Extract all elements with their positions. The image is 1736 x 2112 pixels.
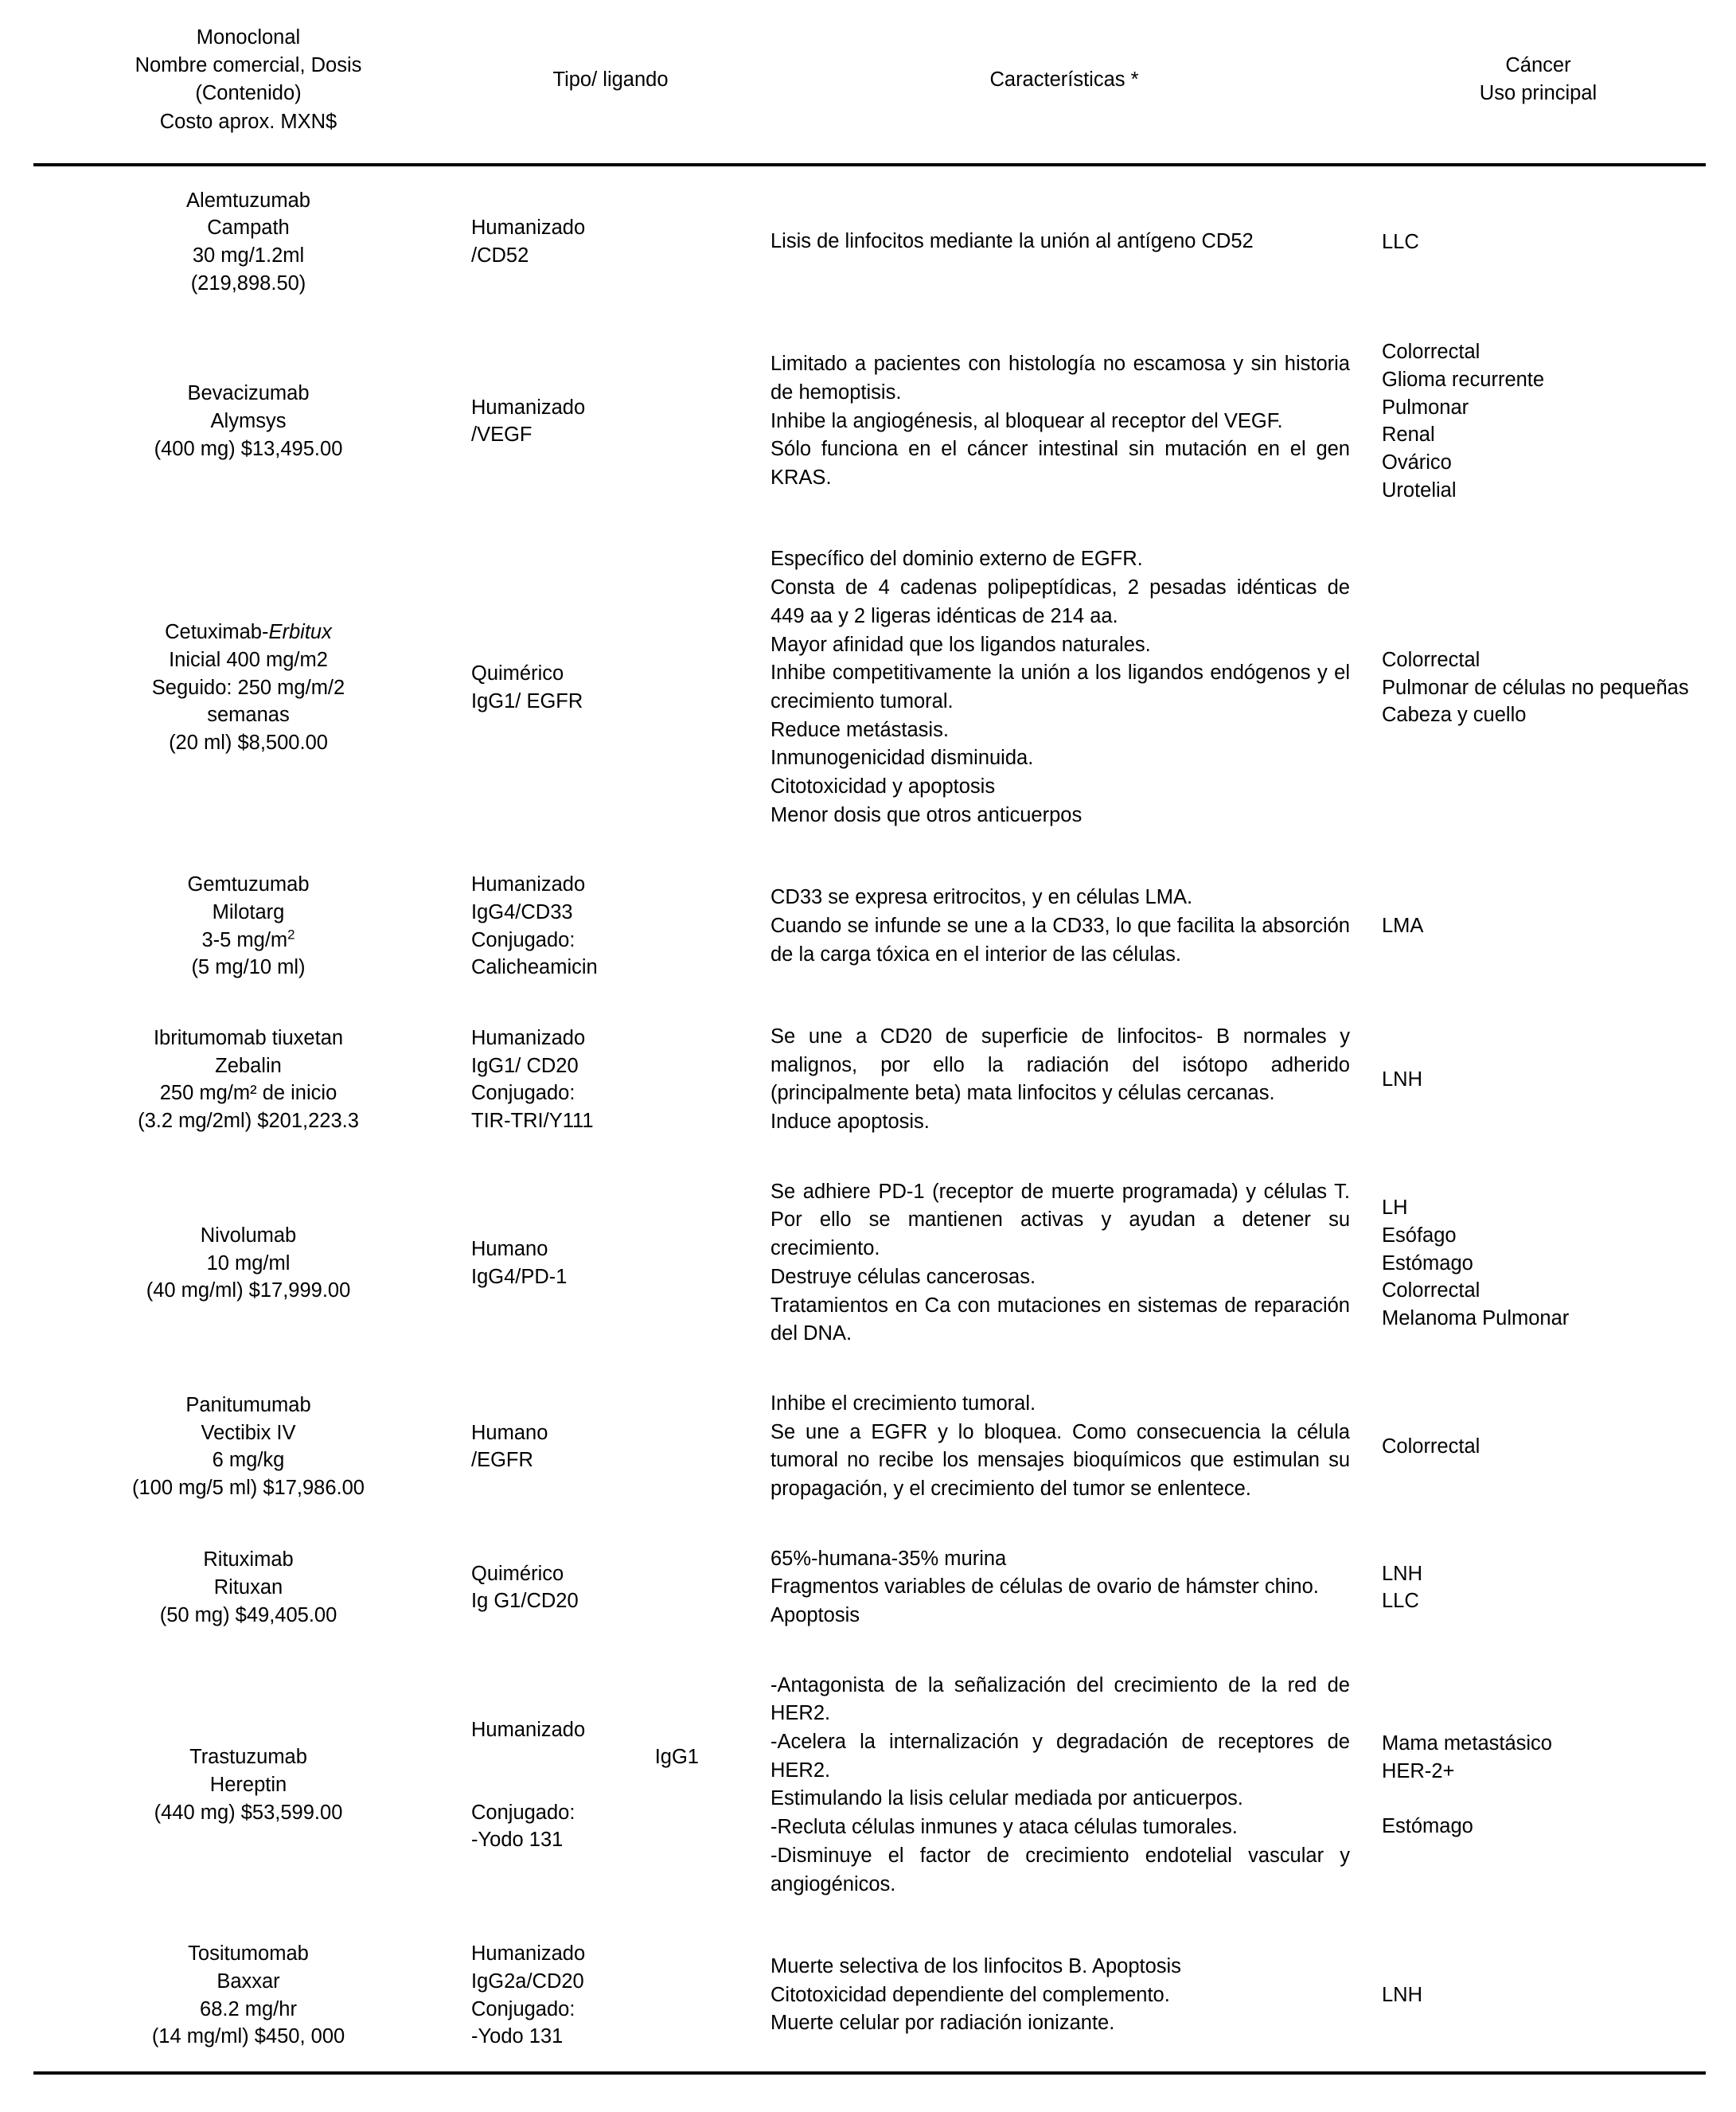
characteristic-item: Consta de 4 cadenas polipeptídicas, 2 pesadas idénticas de 449 aa y 2 ligeras idénticas de 214 aa.: [770, 576, 1350, 627]
cell-cancer-uso: [1371, 1651, 1706, 1920]
characteristic-item: CD33 se expresa eritrocitos, y en células LMA.: [770, 886, 1193, 909]
characteristic-item: Cuando se infunde se une a la CD33, lo que facilita la absorción de la carga tóxica en el interior de las células.: [770, 914, 1350, 966]
characteristic-item: Específico del dominio externo de EGFR.: [770, 548, 1143, 571]
cell-monoclonal: [33, 1002, 463, 1158]
cancer-line: Cabeza y cuello: [1382, 704, 1527, 727]
characteristic-item: Tratamientos en Ca con mutaciones en sistemas de reparación del DNA.: [770, 1294, 1350, 1345]
tipo-line: Ig G1/CD20: [471, 1590, 579, 1613]
characteristic-item: Menor dosis que otros anticuerpos: [770, 803, 1083, 826]
header-line: Uso principal: [1479, 82, 1598, 105]
tipo-line: Humanizado: [471, 217, 586, 240]
dose: 68.2 mg/hr: [200, 1997, 297, 2020]
cell-cancer-uso: [1371, 1524, 1706, 1651]
dose-followup: Seguido: 250 mg/m/2: [151, 676, 345, 699]
cancer-line: Glioma recurrente: [1382, 369, 1545, 392]
characteristic-item: Limitado a pacientes con histología no escamosa y sin historia de hemoptisis.: [770, 353, 1350, 404]
drug-name: Rituximab: [203, 1548, 294, 1571]
cost: (3.2 mg/2ml) $201,223.3: [138, 1110, 359, 1133]
brand-name: Baxxar: [217, 1970, 280, 1993]
cancer-line: Pulmonar: [1382, 396, 1469, 419]
dose-period: semanas: [207, 704, 290, 727]
tipo-line: -Yodo 131: [471, 2025, 564, 2048]
cell-cancer-uso: [1371, 1002, 1706, 1158]
tipo-line: IgG1: [654, 1746, 699, 1769]
characteristic-item: Se adhiere PD-1 (receptor de muerte programada) y células T. Por ello se mantienen activas y ayudan a detener su crecimiento.: [770, 1180, 1350, 1260]
cost: (20 ml) $8,500.00: [169, 731, 328, 754]
cancer-line: Estómago: [1382, 1251, 1473, 1275]
drug-name: Trastuzumab: [189, 1746, 307, 1769]
tipo-line: Calicheamicin: [471, 956, 598, 979]
cancer-line: Urotelial: [1382, 478, 1457, 502]
cost: (440 mg) $53,599.00: [154, 1801, 343, 1824]
characteristic-item: Muerte selectiva de los linfocitos B. Apoptosis: [770, 1955, 1181, 1978]
monoclonal-antibodies-table: [33, 0, 1706, 2075]
cancer-line: Colorrectal: [1382, 341, 1480, 364]
characteristic-item: Se une a CD20 de superficie de linfocitos- B normales y malignos, por ello la radiación del isótopo adherido (principalmente beta) mata linfocitos y células cercanas.: [770, 1025, 1350, 1105]
brand-name-italic: Erbitux: [268, 621, 332, 644]
cell-monoclonal: [33, 1158, 463, 1369]
cell-monoclonal: [33, 1651, 463, 1920]
tipo-blank-line: [471, 1771, 750, 1799]
tipo-line: Humanizado: [471, 873, 586, 896]
characteristic-item: Inmunogenicidad disminuida.: [770, 747, 1034, 770]
characteristic-item: -Acelera la internalización y degradación de receptores de HER2.: [770, 1731, 1350, 1782]
cell-tipo-ligando: [463, 318, 758, 525]
drug-name: Nivolumab: [200, 1224, 297, 1247]
tipo-line: Humanizado: [471, 1027, 586, 1050]
cell-tipo-ligando: [463, 525, 758, 850]
characteristic-item: Citotoxicidad dependiente del complemento.: [770, 1983, 1170, 2006]
brand-name: Milotarg: [212, 901, 285, 924]
brand-name: Hereptin: [209, 1774, 287, 1797]
drug-name: Alemtuzumab: [186, 189, 310, 212]
drug-name: Tositumomab: [188, 1942, 309, 1966]
characteristic-item: Inhibe competitivamente la unión a los ligandos endógenos y el crecimiento tumoral.: [770, 662, 1350, 712]
cancer-line: Melanoma Pulmonar: [1382, 1306, 1570, 1329]
cancer-line: Mama metastásico: [1382, 1732, 1552, 1755]
cancer-line: LMA: [1382, 915, 1424, 938]
tipo-line: IgG4/CD33: [471, 901, 573, 924]
cell-cancer-uso: [1371, 165, 1706, 318]
cancer-line: LH: [1382, 1197, 1408, 1220]
cell-cancer-uso: [1371, 525, 1706, 850]
header-line: Cáncer: [1505, 54, 1571, 77]
cancer-line: Pulmonar de células no pequeñas: [1382, 676, 1689, 699]
table-header-row: [33, 0, 1706, 165]
cell-monoclonal: [33, 1524, 463, 1651]
table-body: [33, 165, 1706, 2073]
header-line: Costo aprox. MXN$: [159, 110, 337, 133]
content: (5 mg/10 ml): [191, 956, 306, 979]
characteristic-item: Inhibe la angiogénesis, al bloquear al receptor del VEGF.: [770, 409, 1283, 432]
table-row: [33, 1919, 1706, 2073]
brand-name: Campath: [207, 217, 290, 240]
cancer-line: LNH: [1382, 1562, 1423, 1585]
table-row: [33, 1369, 1706, 1524]
characteristic-item: Lisis de linfocitos mediante la unión al antígeno CD52: [770, 230, 1254, 253]
cancer-line: LNH: [1382, 1068, 1423, 1091]
cost: (50 mg) $49,405.00: [159, 1603, 337, 1626]
cell-cancer-uso: [1371, 1158, 1706, 1369]
cell-monoclonal: [33, 1919, 463, 2073]
cell-monoclonal: [33, 525, 463, 850]
cancer-line: Ovárico: [1382, 451, 1452, 474]
cell-cancer-uso: [1371, 1919, 1706, 2073]
dose-initial: Inicial 400 mg/m2: [169, 648, 328, 671]
cost: (219,898.50): [190, 271, 306, 295]
cell-tipo-ligando: [463, 1369, 758, 1524]
characteristic-item: -Antagonista de la señalización del crecimiento de la red de HER2.: [770, 1673, 1350, 1725]
cost: (14 mg/ml) $450, 000: [151, 2025, 345, 2048]
table-row: [33, 1158, 1706, 1369]
cell-monoclonal: [33, 1369, 463, 1524]
tipo-line: TIR-TRI/Y111: [471, 1110, 594, 1133]
cancer-line: Esófago: [1382, 1224, 1457, 1247]
drug-name: Gemtuzumab: [187, 873, 310, 896]
tipo-line: Conjugado:: [471, 1801, 575, 1824]
tipo-line: IgG1/ EGFR: [471, 689, 583, 712]
dose: 3-5 $mg/m^2$: [201, 927, 295, 951]
tipo-line: Conjugado:: [471, 1997, 575, 2020]
tipo-line: Conjugado:: [471, 1082, 575, 1105]
cost: (40 mg/ml) $17,999.00: [146, 1279, 351, 1302]
cell-monoclonal: [33, 165, 463, 318]
cell-caracteristicas: [758, 1158, 1371, 1369]
tipo-line: /CD52: [471, 244, 529, 267]
cell-tipo-ligando: [463, 1919, 758, 2073]
tipo-line: /EGFR: [471, 1449, 533, 1472]
dose: 10 mg/ml: [206, 1251, 291, 1275]
brand-name: Rituxan: [213, 1575, 283, 1599]
header-line: Características *: [989, 68, 1139, 91]
cancer-line: LLC: [1382, 1590, 1419, 1613]
characteristic-item: Destruye células cancerosas.: [770, 1265, 1036, 1288]
cell-cancer-uso: [1371, 850, 1706, 1002]
cell-caracteristicas: [758, 1369, 1371, 1524]
cell-tipo-ligando: [463, 850, 758, 1002]
dose: 30 mg/1.2ml: [192, 244, 305, 267]
cell-caracteristicas: [758, 318, 1371, 525]
cell-caracteristicas: [758, 1919, 1371, 2073]
drug-name: Bevacizumab: [187, 382, 310, 405]
tipo-line: IgG4/PD-1: [471, 1265, 568, 1288]
cancer-line: Colorrectal: [1382, 1279, 1480, 1302]
table-row: [33, 850, 1706, 1002]
table-row: [33, 525, 1706, 850]
cancer-line: LLC: [1382, 230, 1419, 253]
cell-tipo-ligando: [463, 1158, 758, 1369]
characteristic-item: Apoptosis: [770, 1604, 860, 1627]
characteristic-item: Muerte celular por radiación ionizante.: [770, 2012, 1115, 2035]
cell-caracteristicas: [758, 1651, 1371, 1920]
cell-tipo-ligando: [463, 1002, 758, 1158]
characteristic-item: Induce apoptosis.: [770, 1111, 930, 1134]
cancer-line: Colorrectal: [1382, 648, 1480, 671]
tipo-line: Quimérico: [471, 662, 564, 685]
cell-monoclonal: [33, 850, 463, 1002]
cell-tipo-ligando: [463, 165, 758, 318]
characteristic-item: Estimulando la lisis celular mediada por anticuerpos.: [770, 1787, 1243, 1810]
column-header-monoclonal: [33, 0, 463, 165]
cell-tipo-ligando: [463, 1651, 758, 1920]
cancer-line: Renal: [1382, 424, 1435, 447]
cancer-line: Colorrectal: [1382, 1435, 1480, 1458]
cancer-line: Estómago: [1382, 1815, 1473, 1838]
header-line: Monoclonal: [196, 26, 301, 49]
table-row: [33, 1002, 1706, 1158]
brand-name: Alymsys: [210, 410, 287, 433]
column-header-tipo-ligando: [463, 0, 758, 165]
cell-caracteristicas: [758, 850, 1371, 1002]
tipo-line: Humano: [471, 1238, 548, 1261]
table-row: [33, 1524, 1706, 1651]
characteristic-item: Inhibe el crecimiento tumoral.: [770, 1392, 1036, 1415]
drug-name: Ibritumomab tiuxetan: [153, 1027, 344, 1050]
cancer-line: LNH: [1382, 1984, 1423, 2007]
characteristic-item: Sólo funciona en el cáncer intestinal sin mutación en el gen KRAS.: [770, 438, 1350, 489]
cell-caracteristicas: [758, 1524, 1371, 1651]
table-row: [33, 165, 1706, 318]
characteristic-item: Reduce metástasis.: [770, 718, 949, 741]
table-row: [33, 1651, 1706, 1920]
drug-name: Panitumumab: [185, 1393, 311, 1416]
characteristic-item: Fragmentos variables de células de ovario de hámster chino.: [770, 1575, 1319, 1599]
cancer-line: HER-2+: [1382, 1759, 1455, 1782]
tipo-line: -Yodo 131: [471, 1829, 564, 1852]
brand-name: Zebalin: [215, 1054, 282, 1077]
characteristic-item: Se une a EGFR y lo bloquea. Como consecuencia la célula tumoral no recibe los mensajes bioquímicos que estimulan su propagación, y el crecimiento del tumor se enlentece.: [770, 1420, 1350, 1500]
cancer-blank-line: [1382, 1785, 1698, 1813]
table-header: [33, 0, 1706, 165]
cell-caracteristicas: [758, 525, 1371, 850]
dose: 6 mg/kg: [212, 1449, 285, 1472]
cost: (100 mg/5 ml) $17,986.00: [131, 1476, 365, 1499]
characteristic-item: -Recluta células inmunes y ataca células tumorales.: [770, 1816, 1238, 1839]
column-header-cancer-uso: [1371, 0, 1706, 165]
tipo-line: Humano: [471, 1421, 548, 1444]
characteristic-item: Mayor afinidad que los ligandos naturales.: [770, 633, 1151, 656]
tipo-line: Quimérico: [471, 1562, 564, 1585]
header-line: (Contenido): [195, 82, 302, 105]
cell-caracteristicas: [758, 1002, 1371, 1158]
characteristic-item: Citotoxicidad y apoptosis: [770, 775, 996, 798]
dose-cost: (400 mg) $13,495.00: [154, 437, 343, 460]
tipo-line: Humanizado: [471, 1942, 586, 1966]
cell-tipo-ligando: [463, 1524, 758, 1651]
header-line: Nombre comercial, Dosis: [135, 54, 362, 77]
tipo-line: Humanizado: [471, 396, 586, 419]
tipo-line: Humanizado: [471, 1718, 586, 1741]
tipo-line: Conjugado:: [471, 928, 575, 951]
cell-cancer-uso: [1371, 318, 1706, 525]
characteristic-item: -Disminuye el factor de crecimiento endotelial vascular y angiogénicos.: [770, 1844, 1350, 1895]
tipo-line: IgG1/ CD20: [471, 1054, 579, 1077]
cell-monoclonal: [33, 318, 463, 525]
cell-caracteristicas: [758, 165, 1371, 318]
column-header-caracteristicas: [758, 0, 1371, 165]
header-line: Tipo/ ligando: [552, 68, 669, 91]
tipo-line: /VEGF: [471, 424, 533, 447]
characteristic-item: 65%-humana-35% murina: [770, 1547, 1007, 1570]
table-row: [33, 318, 1706, 525]
brand-name: Vectibix IV: [201, 1421, 296, 1444]
tipo-line: IgG2a/CD20: [471, 1970, 584, 1993]
cell-cancer-uso: [1371, 1369, 1706, 1524]
dose: 250 mg/m² de inicio: [159, 1082, 337, 1105]
drug-name: Cetuximab-Erbitux: [165, 621, 332, 644]
